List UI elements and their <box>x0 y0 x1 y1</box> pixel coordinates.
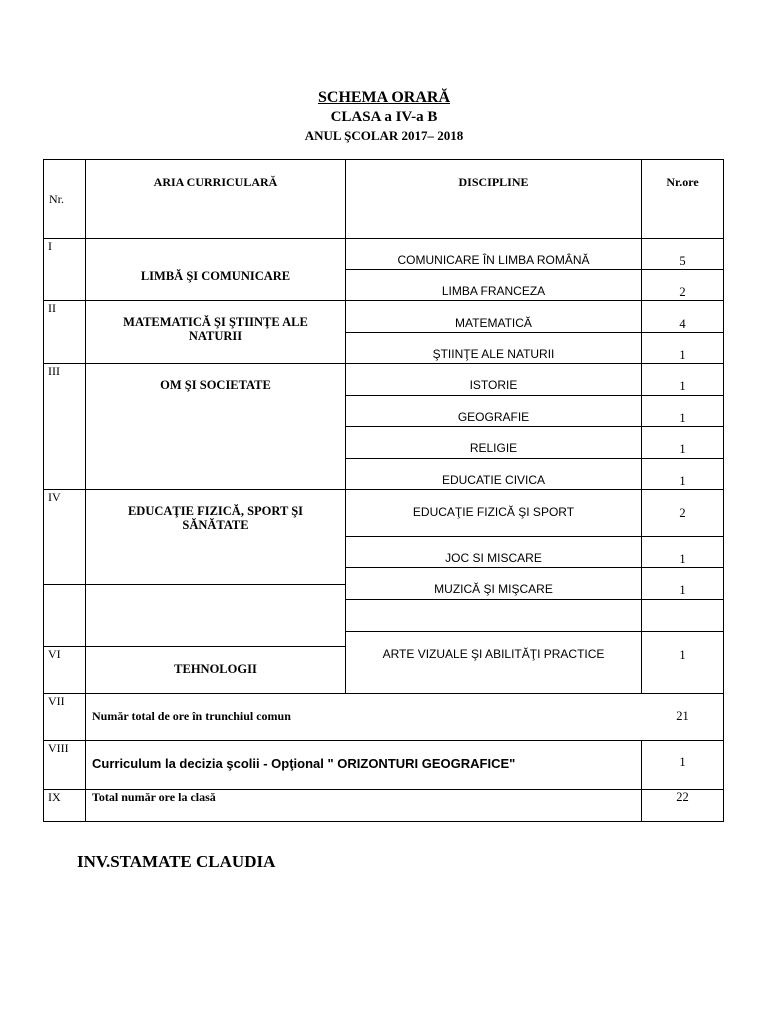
column-line <box>85 159 86 822</box>
row-number: IX <box>48 790 61 804</box>
discipline-name: RELIGIE <box>469 441 518 455</box>
row-line <box>43 489 724 490</box>
school-year-subtitle: ANUL ŞCOLAR 2017– 2018 <box>304 128 464 143</box>
discipline-hours: 5 <box>679 254 686 268</box>
header-aria-curriculara: ARIA CURRICULARĂ <box>153 175 278 189</box>
row-line <box>346 599 724 600</box>
area-limba-comunicare: LIMBĂ ŞI COMUNICARE <box>140 269 291 283</box>
curriculum-optional-hours: 1 <box>679 755 686 769</box>
total-clasa-hours: 22 <box>676 790 689 804</box>
table-border-bottom <box>43 821 724 822</box>
header-bottom-line <box>43 238 724 239</box>
discipline-name: ISTORIE <box>469 378 518 392</box>
total-clasa-label: Total număr ore la clasă <box>92 790 216 804</box>
row-line <box>43 584 346 585</box>
discipline-hours: 1 <box>679 379 686 393</box>
discipline-name: EDUCATIE CIVICA <box>441 473 546 487</box>
table-border-top <box>43 159 724 160</box>
discipline-hours: 1 <box>679 648 686 662</box>
curriculum-optional-label: Curriculum la decizia şcolii - Opţional " ORIZONTURI GEOGRAFICE" <box>92 756 516 771</box>
row-number: VIII <box>48 741 69 755</box>
table-border-left <box>43 159 44 822</box>
row-line <box>43 740 724 741</box>
area-om-societate: OM ŞI SOCIETATE <box>160 378 271 392</box>
row-line <box>43 646 346 647</box>
total-trunchi-comun-label: Număr total de ore în trunchiul comun <box>92 709 291 723</box>
header-nr-ore: Nr.ore <box>666 175 699 189</box>
row-number: I <box>48 239 52 253</box>
row-line <box>346 269 724 270</box>
discipline-hours: 1 <box>679 583 686 597</box>
discipline-hours: 1 <box>679 348 686 362</box>
area-tehnologii: TEHNOLOGII <box>174 662 257 676</box>
discipline-hours: 1 <box>679 552 686 566</box>
row-number: II <box>48 301 56 315</box>
document-title: SCHEMA ORARĂ <box>317 89 450 106</box>
total-trunchi-comun-hours: 21 <box>676 709 689 723</box>
discipline-name: LIMBA FRANCEZA <box>441 284 546 298</box>
row-line <box>346 395 724 396</box>
discipline-name: ARTE VIZUALE ŞI ABILITĂŢI PRACTICE <box>382 647 605 661</box>
row-line <box>43 300 724 301</box>
discipline-hours: 4 <box>679 317 686 331</box>
area-matematica-stiinte: MATEMATICĂ ŞI ŞTIINŢE ALE NATURII <box>123 315 308 343</box>
discipline-hours: 2 <box>679 506 686 520</box>
column-line <box>345 159 346 694</box>
discipline-hours: 1 <box>679 411 686 425</box>
row-number: III <box>48 364 60 378</box>
discipline-name: ŞTIINŢE ALE NATURII <box>432 347 555 361</box>
row-number: VII <box>48 694 65 708</box>
discipline-name: MUZICĂ ŞI MIŞCARE <box>434 582 553 596</box>
row-number: VI <box>48 647 61 661</box>
row-line <box>346 426 724 427</box>
column-line <box>641 159 642 694</box>
discipline-name: JOC SI MISCARE <box>445 551 542 565</box>
discipline-name: GEOGRAFIE <box>457 410 530 424</box>
discipline-name: MATEMATICĂ <box>455 316 532 330</box>
discipline-name: COMUNICARE ÎN LIMBA ROMÂNĂ <box>397 253 590 267</box>
discipline-hours: 1 <box>679 442 686 456</box>
row-line <box>346 567 724 568</box>
area-educatie-fizica: EDUCAŢIE FIZICĂ, SPORT ŞI SĂNĂTATE <box>127 504 304 532</box>
row-line <box>346 631 724 632</box>
row-line <box>346 536 724 537</box>
discipline-hours: 1 <box>679 474 686 488</box>
row-line <box>43 363 724 364</box>
table-border-right <box>723 159 724 822</box>
discipline-hours: 2 <box>679 285 686 299</box>
discipline-name: EDUCAŢIE FIZICĂ ŞI SPORT <box>412 505 575 519</box>
teacher-signature: INV.STAMATE CLAUDIA <box>77 852 276 871</box>
column-line <box>641 740 642 822</box>
row-line <box>346 458 724 459</box>
header-discipline: DISCIPLINE <box>458 175 529 189</box>
row-line <box>43 693 724 694</box>
class-subtitle: CLASA a IV-a B <box>330 109 438 125</box>
row-line <box>346 332 724 333</box>
row-number: IV <box>48 490 61 504</box>
header-nr: Nr. <box>49 192 64 206</box>
